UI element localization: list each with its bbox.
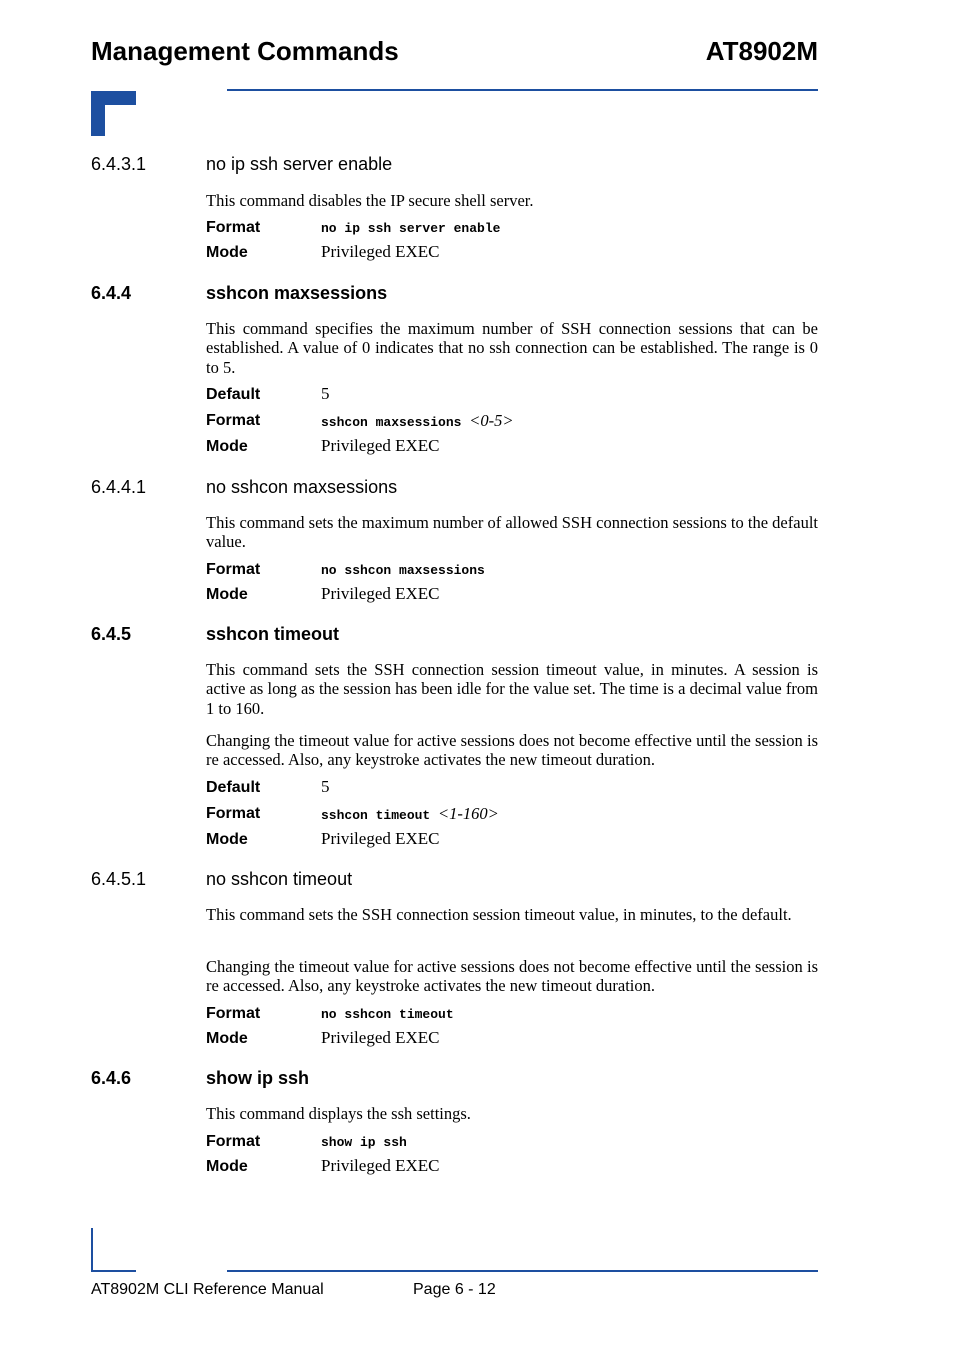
section-title: show ip ssh (206, 1068, 310, 1088)
format-label: Format (206, 561, 261, 578)
format-command: no ip ssh server enable (321, 221, 501, 236)
format-command: sshcon maxsessions <0-5> (321, 411, 514, 430)
mode-value: Privileged EXEC (321, 436, 440, 455)
mode-label: Mode (206, 831, 248, 848)
default-value: 5 (321, 384, 330, 403)
paragraph: This command sets the SSH connection session timeout value, in minutes. A session is active as long as the session has been idle for the value set. The time is a decimal value from 1 to 160. (206, 660, 818, 718)
format-argument: <1-160> (438, 804, 499, 823)
section-number: 6.4.3.1 (91, 154, 147, 174)
section-number: 6.4.5.1 (91, 869, 147, 889)
mode-value: Privileged EXEC (321, 1156, 440, 1175)
paragraph: This command specifies the maximum number of SSH connection sessions that can be established. A value of 0 indicates that no ssh connection can be established. The range is 0 to 5. (206, 319, 818, 377)
mode-value: Privileged EXEC (321, 829, 440, 848)
paragraph: This command sets the SSH connection session timeout value, in minutes, to the default. (206, 905, 792, 924)
mode-label: Mode (206, 438, 248, 455)
corner-mark-top (91, 91, 136, 136)
paragraph: Changing the timeout value for active sessions does not become effective until the session is re accessed. Also, any keystroke activates the new timeout duration. (206, 731, 818, 770)
format-command: no sshcon timeout (321, 1007, 454, 1022)
header-rule (227, 89, 818, 91)
section-title: no sshcon maxsessions (206, 477, 398, 497)
footer-manual-title: AT8902M CLI Reference Manual (91, 1281, 324, 1298)
format-label: Format (206, 219, 261, 236)
section-number: 6.4.5 (91, 624, 132, 644)
header-product: AT8902M (705, 36, 818, 66)
mode-value: Privileged EXEC (321, 242, 440, 261)
default-label: Default (206, 386, 261, 403)
mode-value: Privileged EXEC (321, 1028, 440, 1047)
section-number: 6.4.4 (91, 283, 132, 303)
format-argument: <0-5> (469, 411, 514, 430)
footer-page-number: Page 6 - 12 (413, 1281, 496, 1298)
section-number: 6.4.6 (91, 1068, 132, 1088)
default-value: 5 (321, 777, 330, 796)
section-title: no sshcon timeout (206, 869, 353, 889)
default-label: Default (206, 779, 261, 796)
section-number: 6.4.4.1 (91, 477, 147, 497)
format-label: Format (206, 1005, 261, 1022)
paragraph: This command disables the IP secure shell server. (206, 191, 534, 210)
mode-label: Mode (206, 1030, 248, 1047)
format-label: Format (206, 412, 261, 429)
section-title: no ip ssh server enable (206, 154, 393, 174)
paragraph: This command displays the ssh settings. (206, 1104, 471, 1123)
paragraph: Changing the timeout value for active sessions does not become effective until the session is re accessed. Also, any keystroke activates the new timeout duration. (206, 957, 818, 996)
corner-mark-bottom (91, 1228, 93, 1272)
section-title: sshcon maxsessions (206, 283, 388, 303)
header-title: Management Commands (91, 36, 399, 66)
format-label: Format (206, 1133, 261, 1150)
footer-rule (227, 1270, 818, 1272)
format-command: show ip ssh (321, 1135, 407, 1150)
mode-label: Mode (206, 244, 248, 261)
format-command: no sshcon maxsessions (321, 563, 485, 578)
mode-value: Privileged EXEC (321, 584, 440, 603)
format-label: Format (206, 805, 261, 822)
corner-mark-bottom-base (91, 1270, 136, 1272)
mode-label: Mode (206, 586, 248, 603)
section-title: sshcon timeout (206, 624, 340, 644)
format-command: sshcon timeout <1-160> (321, 804, 499, 823)
paragraph: This command sets the maximum number of allowed SSH connection sessions to the default value. (206, 513, 818, 552)
mode-label: Mode (206, 1158, 248, 1175)
